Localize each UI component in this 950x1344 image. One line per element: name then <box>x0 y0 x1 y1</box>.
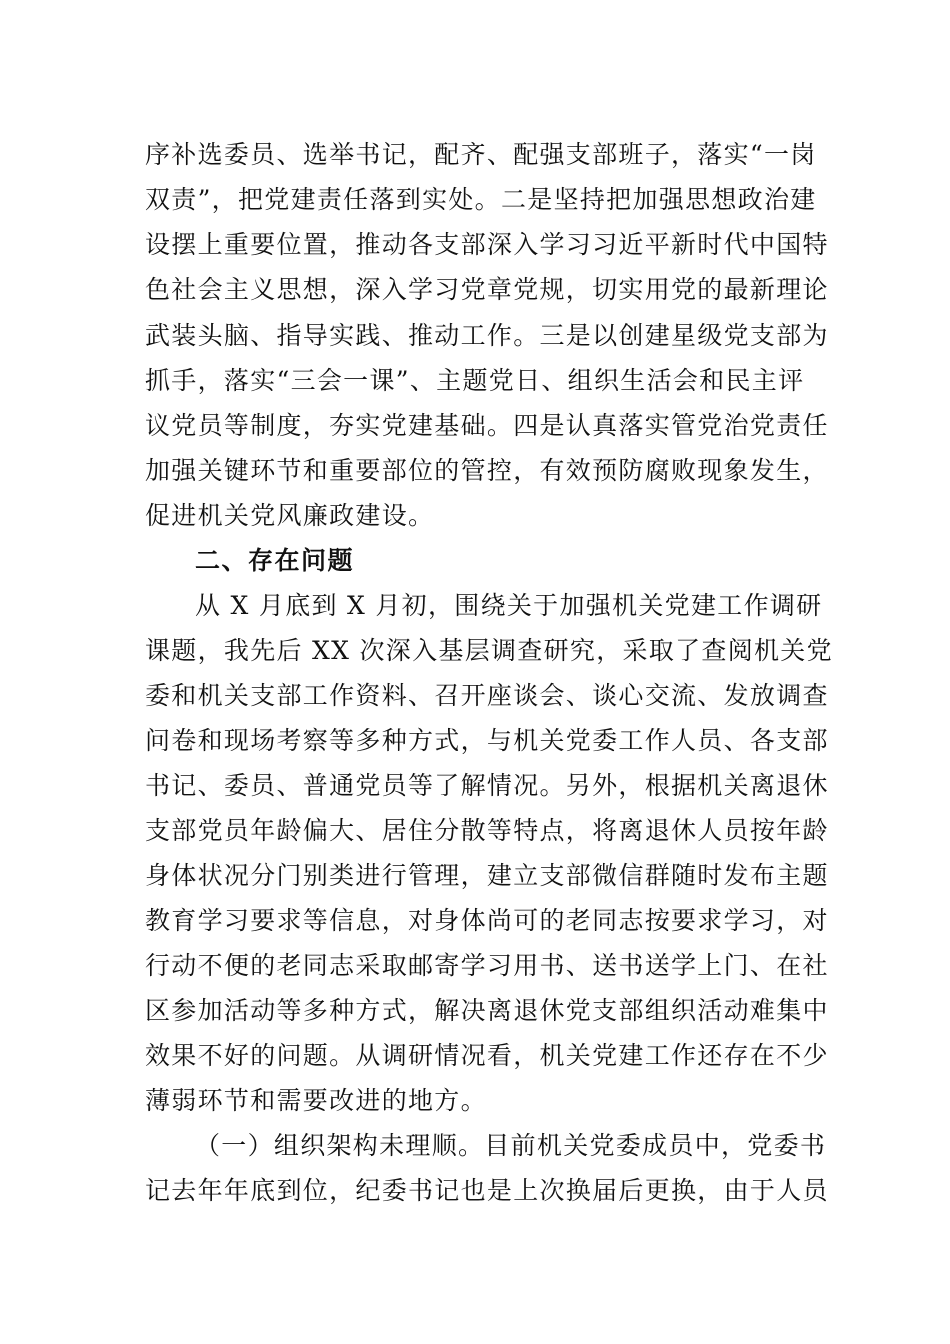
paragraph-line: 支部党员年龄偏大、居住分散等特点，将离退休人员按年龄 <box>145 816 829 845</box>
paragraph-line: 区参加活动等多种方式，解决离退休党支部组织活动难集中 <box>145 996 829 1025</box>
paragraph-line: 书记、委员、普通党员等了解情况。另外，根据机关离退休 <box>145 771 829 800</box>
paragraph-line: 记去年年底到位，纪委书记也是上次换届后更换，由于人员 <box>145 1176 829 1205</box>
paragraph-line: 促进机关党风廉政建设。 <box>145 501 435 530</box>
paragraph-line: 行动不便的老同志采取邮寄学习用书、送书送学上门、在社 <box>145 951 829 980</box>
paragraph-line: 加强关键环节和重要部位的管控，有效预防腐败现象发生， <box>145 456 829 485</box>
paragraph-line: 双责”，把党建责任落到实处。二是坚持把加强思想政治建 <box>145 185 817 214</box>
paragraph-line: 武装头脑、指导实践、推动工作。三是以创建星级党支部为 <box>145 321 829 350</box>
paragraph-line: 问卷和现场考察等多种方式，与机关党委工作人员、各支部 <box>145 726 829 755</box>
paragraph-line: 身体状况分门别类进行管理，建立支部微信群随时发布主题 <box>145 861 829 890</box>
paragraph-line: 设摆上重要位置，推动各支部深入学习习近平新时代中国特 <box>145 230 829 259</box>
paragraph-line: 从 X 月底到 X 月初，围绕关于加强机关党建工作调研 <box>195 591 823 620</box>
paragraph-line: 议党员等制度，夯实党建基础。四是认真落实管党治党责任 <box>145 411 829 440</box>
paragraph-line: 课题，我先后 XX 次深入基层调查研究，采取了查阅机关党 <box>145 636 833 665</box>
section-heading: 二、存在问题 <box>195 546 355 575</box>
paragraph-line: 薄弱环节和需要改进的地方。 <box>145 1086 487 1115</box>
paragraph-line: 抓手，落实“三会一课”、主题党日、组织生活会和民主评 <box>145 366 805 395</box>
paragraph-line: 教育学习要求等信息，对身体尚可的老同志按要求学习，对 <box>145 906 829 935</box>
paragraph-line: 效果不好的问题。从调研情况看，机关党建工作还存在不少 <box>145 1041 829 1070</box>
paragraph-line: 序补选委员、选举书记，配齐、配强支部班子，落实“一岗 <box>145 140 817 169</box>
paragraph-line: 委和机关支部工作资料、召开座谈会、谈心交流、发放调查 <box>145 681 829 710</box>
paragraph-line: 色社会主义思想，深入学习党章党规，切实用党的最新理论 <box>145 275 829 304</box>
paragraph-line: （一）组织架构未理顺。目前机关党委成员中，党委书 <box>195 1131 827 1160</box>
